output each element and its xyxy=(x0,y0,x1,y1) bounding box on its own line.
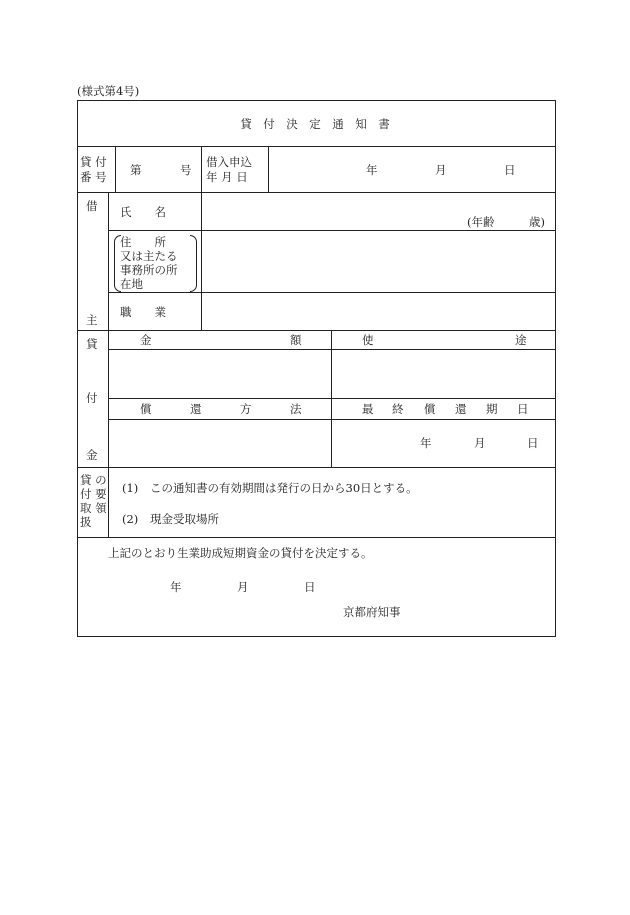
rule xyxy=(108,230,556,231)
final-char-6: 日 xyxy=(517,402,529,416)
bracket-right xyxy=(190,235,197,292)
rule xyxy=(77,192,556,193)
loan-no-label-1: 貸 付 xyxy=(80,155,107,169)
repay-char-2: 還 xyxy=(190,402,202,416)
rule xyxy=(201,192,202,330)
occupation-label: 職 業 xyxy=(120,305,166,319)
final-day: 日 xyxy=(527,436,539,450)
rule xyxy=(108,398,556,399)
term-2-text: 現金受取場所 xyxy=(150,512,219,526)
rule xyxy=(108,192,109,537)
terms-label-2: 付 要 xyxy=(80,487,107,501)
final-char-3: 償 xyxy=(424,402,436,416)
amount-label-left: 金 xyxy=(140,333,152,347)
issue-year: 年 xyxy=(170,580,182,594)
use-label-left: 使 xyxy=(362,333,374,347)
loan-label-2: 付 xyxy=(86,391,98,405)
repay-char-4: 法 xyxy=(290,402,302,416)
form-label: (様式第4号) xyxy=(77,84,140,98)
issue-day: 日 xyxy=(304,580,316,594)
address-label-3: 事務所の所 xyxy=(120,263,178,277)
final-char-1: 最 xyxy=(362,402,374,416)
rule xyxy=(108,292,556,293)
repay-char-1: 償 xyxy=(140,402,152,416)
term-2-number: (2) xyxy=(122,512,139,526)
loan-label-1: 貸 xyxy=(86,337,98,351)
term-1-number: (1) xyxy=(122,481,139,495)
apply-date-label-1: 借入申込 xyxy=(206,155,252,169)
issuer-name: 京都府知事 xyxy=(343,605,401,619)
rule xyxy=(108,349,556,350)
apply-day: 日 xyxy=(504,163,516,177)
address-label-1: 住 所 xyxy=(120,235,166,249)
apply-year: 年 xyxy=(366,163,378,177)
age-label: (年齢 歳) xyxy=(467,215,545,229)
rule xyxy=(77,537,556,538)
issue-month: 月 xyxy=(237,580,249,594)
terms-label-4: 扱 xyxy=(80,515,92,529)
repay-char-3: 方 xyxy=(240,402,252,416)
rule xyxy=(77,330,556,331)
rule xyxy=(331,330,332,467)
rule xyxy=(77,146,556,147)
terms-label-1: 貸 の xyxy=(80,473,107,487)
rule xyxy=(108,419,556,420)
borrower-label-bottom: 主 xyxy=(86,313,98,327)
go-label: 号 xyxy=(180,163,192,177)
term-1-text: この通知書の有効期間は発行の日から30日とする。 xyxy=(150,481,418,495)
apply-date-label-2: 年 月 日 xyxy=(206,170,248,184)
rule xyxy=(268,146,269,192)
use-label-right: 途 xyxy=(515,333,527,347)
loan-no-label-2: 番 号 xyxy=(80,170,107,184)
amount-label-right: 額 xyxy=(290,333,302,347)
final-char-2: 終 xyxy=(392,402,404,416)
borrower-label-top: 借 xyxy=(86,199,98,213)
decision-statement: 上記のとおり生業助成短期資金の貸付を決定する。 xyxy=(108,546,373,560)
dai-label: 第 xyxy=(130,163,142,177)
name-label: 氏 名 xyxy=(120,205,166,219)
final-char-4: 還 xyxy=(455,402,467,416)
final-char-5: 期 xyxy=(486,402,498,416)
document-title: 貸 付 決 定 通 知 書 xyxy=(240,117,390,131)
rule xyxy=(115,146,116,192)
terms-label-3: 取 領 xyxy=(80,501,107,515)
rule xyxy=(201,146,202,192)
final-year: 年 xyxy=(420,436,432,450)
loan-label-3: 金 xyxy=(86,448,98,462)
address-label-2: 又は主たる xyxy=(120,249,178,263)
rule xyxy=(77,467,556,468)
final-month: 月 xyxy=(474,436,486,450)
address-label-4: 在地 xyxy=(120,277,143,291)
apply-month: 月 xyxy=(435,163,447,177)
